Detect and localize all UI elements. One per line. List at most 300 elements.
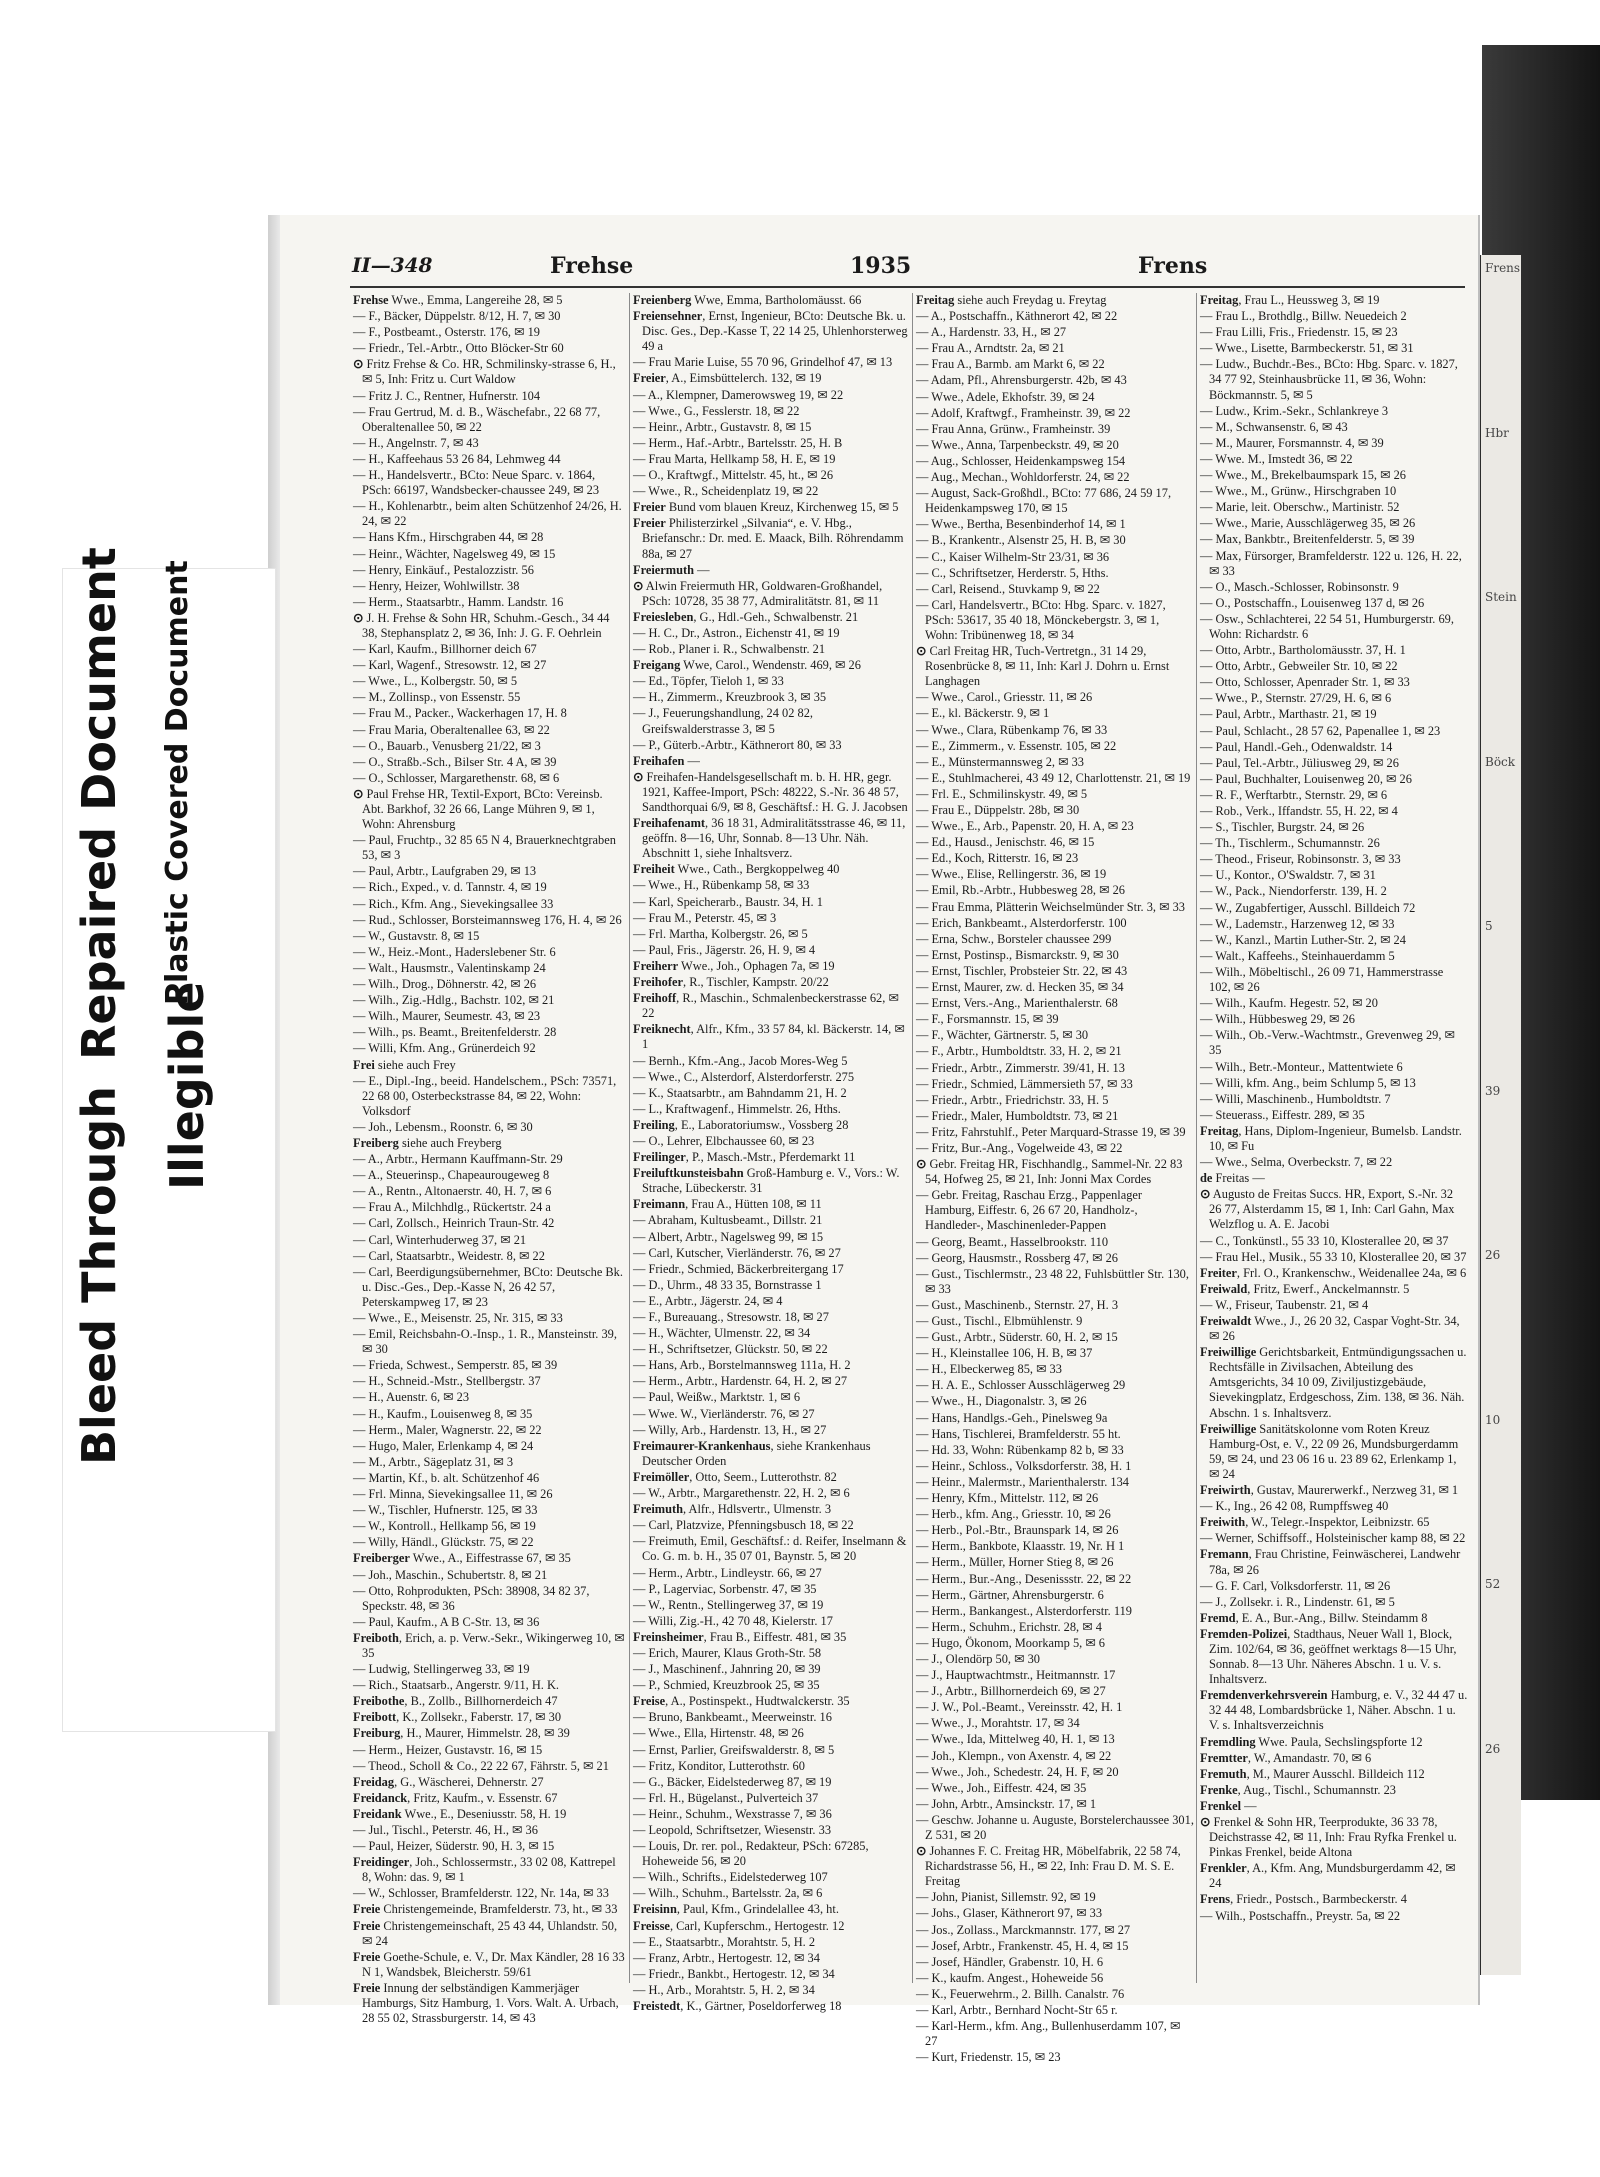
directory-entry: — P., Schmied, Kreuzbrook 25, ✉ 35	[633, 1678, 820, 1693]
directory-entry: — Marie, leit. Oberschw., Martinistr. 52	[1200, 500, 1400, 515]
directory-entry: — Wilh., Schrifts., Eidelstederweg 107	[633, 1870, 828, 1885]
directory-entry: — H., Angelnstr. 7, ✉ 43	[353, 435, 479, 450]
directory-entry: — Hugo, Maler, Erlenkamp 4, ✉ 24	[353, 1438, 534, 1453]
directory-entry: — Wilh., Drog., Döhnerstr. 42, ✉ 26	[353, 977, 537, 992]
directory-entry: — H., Kohlenarbtr., beim alten Schützenhof 24/26, H. 24, ✉ 22	[353, 499, 622, 529]
directory-entry: — Wwe., Bertha, Besenbinderhof 14, ✉ 1	[916, 517, 1126, 532]
directory-entry: — C., Tonkünstl., 55 33 10, Klosterallee 20, ✉ 37	[1200, 1233, 1449, 1248]
directory-entry: — J., Arbtr., Billhornerdeich 69, ✉ 27	[916, 1684, 1106, 1699]
directory-entry: — John, Pianist, Sillemstr. 92, ✉ 19	[916, 1890, 1096, 1905]
condition-label-bleed-through: Bleed Through	[72, 1085, 126, 1465]
directory-entry: — K., Ing., 26 42 08, Rumpffsweg 40	[1200, 1499, 1389, 1514]
directory-entry: — Wwe., C., Alsterdorf, Alsterdorferstr. 275	[633, 1069, 855, 1084]
directory-entry: — A., Hardenstr. 33, H., ✉ 27	[916, 325, 1067, 340]
directory-entry: — Carl, Reisend., Stuvkamp 9, ✉ 22	[916, 581, 1100, 596]
directory-entry: — K., Staatsarbtr., am Bahndamm 21, H. 2	[633, 1085, 847, 1100]
directory-entry: — Walt., Hausmstr., Valentinskamp 24	[353, 960, 546, 975]
directory-entry: — J., Hauptwachtmstr., Heitmannstr. 17	[916, 1668, 1116, 1683]
directory-entry: — Wwe., J., Morahtstr. 17, ✉ 34	[916, 1716, 1080, 1731]
directory-entry: — E., Stuhlmacherei, 43 49 12, Charlottenstr. 21, ✉ 19	[916, 770, 1191, 785]
directory-entry: — Fritz, Konditor, Lutterothstr. 60	[633, 1758, 805, 1773]
directory-entry: Freimann, Frau A., Hütten 108, ✉ 11	[633, 1197, 822, 1212]
directory-entry: — Rob., Planer i. R., Schwalbenstr. 21	[633, 642, 826, 657]
directory-entry: — S., Tischler, Burgstr. 24, ✉ 26	[1200, 820, 1365, 835]
directory-entry: — Wilh., Ob.-Verw.-Wachtmstr., Grevenweg 29, ✉ 35	[1200, 1028, 1455, 1058]
directory-entry: — Paul, Heizer, Süderstr. 90, H. 3, ✉ 15	[353, 1839, 555, 1854]
directory-entry: — Wilh., ps. Beamt., Breitenfelderstr. 28	[353, 1025, 557, 1040]
directory-entry: — Wwe., H., Diagonalstr. 3, ✉ 26	[916, 1394, 1087, 1409]
directory-entry: — Rich., Staatsarb., Angerstr. 9/11, H. K.	[353, 1678, 560, 1693]
directory-entry: ⊙ Paul Frehse HR, Textil-Export, BCto: Vereinsb. Abt. Barkhof, 32 26 66, Lange Mühren 9, ✉ 1, Wohn: Ahrensburg	[353, 786, 603, 832]
directory-entry: — Willi, Kfm. Ang., Grünerdeich 92	[353, 1041, 536, 1056]
directory-entry: ⊙ Augusto de Freitas Succs. HR, Export, S.-Nr. 32 26 77, Alsterdamm 15, ✉ 1, Inh: Carl Gahn, Max Welzflog u. A. E. Jacobi	[1200, 1187, 1455, 1232]
directory-entry: — J., Maschinenf., Jahnring 20, ✉ 39	[633, 1662, 821, 1677]
directory-entry: — Wwe., Carol., Griesstr. 11, ✉ 26	[916, 690, 1093, 705]
directory-entry: — W., Gustavstr. 8, ✉ 15	[353, 928, 480, 943]
directory-entry: — Gust., Arbtr., Süderstr. 60, H. 2, ✉ 15	[916, 1330, 1118, 1345]
directory-entry: Fremd, E. A., Bur.-Ang., Billw. Steindamm 8	[1200, 1610, 1428, 1625]
directory-entry: — Kurt, Friedenstr. 15, ✉ 23	[916, 2050, 1061, 2065]
directory-entry: — M., Arbtr., Sägeplatz 31, ✉ 3	[353, 1454, 514, 1469]
directory-entry: — Karl, Arbtr., Bernhard Nocht-Str 65 r.	[916, 2003, 1118, 2018]
directory-entry: — Louis, Dr. rer. pol., Redakteur, PSch: 67285, Hoheweide 56, ✉ 20	[633, 1839, 869, 1869]
directory-entry: Frenkler, A., Kfm. Ang, Mundsburgerdamm 42, ✉ 24	[1200, 1861, 1456, 1891]
directory-entry: — Willi, Zig.-H., 42 70 48, Kielerstr. 17	[633, 1613, 833, 1628]
directory-entry: — W., Schlosser, Bramfelderstr. 122, Nr. 14a, ✉ 33	[353, 1886, 609, 1901]
directory-entry: — Carl, Handelsvertr., BCto: Hbg. Sparc. v. 1827, PSch: 53617, 35 40 18, Mönckebergstr. 3, ✉ 1, Wohn: Tribünenweg 18, ✉ 34	[916, 597, 1166, 642]
directory-entry: — Ernst, Tischler, Probsteier Str. 22, ✉ 43	[916, 963, 1128, 978]
directory-entry: — P., Güterb.-Arbtr., Käthnerort 80, ✉ 33	[633, 737, 842, 752]
directory-entry: — Erna, Schw., Borsteler chaussee 299	[916, 931, 1112, 946]
directory-entry: — H., Auenstr. 6, ✉ 23	[353, 1390, 470, 1405]
directory-entry: — Heinr., Schloss., Volksdorferstr. 38, H. 1	[916, 1458, 1132, 1473]
directory-entry: — W., Pack., Niendorferstr. 139, H. 2	[1200, 884, 1387, 899]
directory-entry: — Henry, Kfm., Mittelstr. 112, ✉ 26	[916, 1491, 1099, 1506]
directory-entry: — Wwe. M., Imstedt 36, ✉ 22	[1200, 451, 1353, 466]
directory-entry: — O., Kraftwgf., Mittelstr. 45, ht., ✉ 26	[633, 468, 834, 483]
directory-entry: ⊙ Gebr. Freitag HR, Fischhandlg., Sammel-Nr. 22 83 54, Hofweg 25, ✉ 21, Inh: Jonni Max Cordes	[916, 1157, 1183, 1187]
directory-entry: Freiberger Wwe., A., Eiffestrasse 67, ✉ 35	[353, 1551, 571, 1566]
directory-entry: — Herm., Gärtner, Ahrensburgerstr. 6	[916, 1587, 1104, 1602]
directory-entry: ⊙ Alwin Freiermuth HR, Goldwaren-Großhandel, PSch: 10728, 35 38 77, Admiralitätstr. 81, ✉ 11	[633, 578, 883, 608]
directory-entry: — Karl-Herm., kfm. Ang., Bullenhuserdamm 107, ✉ 27	[916, 2019, 1181, 2049]
directory-entry: — H., Handelsvertr., BCto: Neue Sparc. v. 1864, PSch: 66197, Wandsbecker-chaussee 249, ✉ 23	[353, 468, 600, 498]
directory-entry: — Osw., Schlachterei, 22 54 51, Humburgerstr. 69, Wohn: Richardstr. 6	[1200, 611, 1454, 641]
directory-entry: — Rud., Schlosser, Borsteimannsweg 176, H. 4, ✉ 26	[353, 912, 622, 927]
directory-entry: — Hans Kfm., Hirschgraben 44, ✉ 28	[353, 530, 544, 545]
directory-entry: — Erich, Bankbeamt., Alsterdorferstr. 100	[916, 915, 1127, 930]
directory-entry: — Joh., Maschin., Schubertstr. 8, ✉ 21	[353, 1567, 548, 1582]
directory-entry: — Aug., Mechan., Wohldorferstr. 24, ✉ 22	[916, 470, 1130, 485]
condition-label-repaired-document: Repaired Document	[72, 547, 126, 1060]
directory-entry: — Frau Marie Luise, 55 70 96, Grindelhof 47, ✉ 13	[633, 355, 893, 370]
directory-entry: — Friedr., Arbtr., Friedrichstr. 33, H. 5	[916, 1092, 1109, 1107]
adjacent-page-fragment: 52	[1485, 1577, 1501, 1591]
directory-entry: — Carl, Zollsch., Heinrich Traun-Str. 42	[353, 1216, 555, 1231]
directory-entry: — Frau Maria, Oberaltenallee 63, ✉ 22	[353, 722, 550, 737]
directory-entry: — Herb., Pol.-Btr., Braunspark 14, ✉ 26	[916, 1523, 1119, 1538]
adjacent-page-fragment: Frens	[1485, 261, 1521, 275]
directory-entry: — H., Wächter, Ulmenstr. 22, ✉ 34	[633, 1326, 811, 1341]
adjacent-page-text	[1481, 255, 1521, 1756]
directory-entry: — Hugo, Ökonom, Moorkamp 5, ✉ 6	[916, 1635, 1106, 1650]
directory-entry: — Willy, Arb., Hardenstr. 13, H., ✉ 27	[633, 1422, 827, 1437]
directory-entry: — Fritz, Bur.-Ang., Vogelweide 43, ✉ 22	[916, 1140, 1123, 1155]
directory-column-3	[916, 293, 1194, 2065]
adjacent-page-fragment: 10	[1485, 1412, 1501, 1427]
directory-entry: — Paul, Tel.-Arbtr., Jüliusweg 29, ✉ 26	[1200, 755, 1399, 770]
directory-entry: — Paul, Fruchtp., 32 85 65 N 4, Brauerknechtgraben 53, ✉ 3	[353, 833, 616, 863]
directory-entry: — O., Bauarb., Venusberg 21/22, ✉ 3	[353, 738, 541, 753]
directory-entry: — Wilh., Zig.-Hdlg., Bachstr. 102, ✉ 21	[353, 993, 555, 1008]
directory-entry: Freiwald, Fritz, Ewerf., Anckelmannstr. 5	[1200, 1281, 1410, 1296]
directory-entry: — Gust., Tischl., Elbmühlenstr. 9	[916, 1314, 1083, 1328]
directory-entry: — Wilh., Maurer, Seumestr. 43, ✉ 23	[353, 1009, 541, 1024]
directory-entry: Freiwillige Gerichtsbarkeit, Entmündigungssachen u. Rechtsfälle in Zivilsachen, Abteilung des Amtsgerichts, 34 10 09, Ziviljustizgebäude, Sievekingplatz, Erdgeschoss, Zim. 138, ✉ 36. Näh. Abschn. 1 s. Inhaltsverz.	[1200, 1345, 1467, 1420]
directory-entry: — Herm., Müller, Horner Stieg 8, ✉ 26	[916, 1555, 1114, 1570]
directory-entry: — W., Zugabfertiger, Ausschl. Billdeich 72	[1200, 900, 1416, 915]
directory-entry: — Herm., Schuhm., Erichstr. 28, ✉ 4	[916, 1619, 1102, 1634]
directory-entry: — L., Kraftwagenf., Himmelstr. 26, Hths.	[633, 1101, 841, 1116]
directory-entry: — H., Kleinstallee 106, H. B, ✉ 37	[916, 1346, 1093, 1361]
column-divider	[1196, 293, 1197, 1983]
directory-entry: ⊙ Johannes F. C. Freitag HR, Möbelfabrik, 22 58 74, Richardstrasse 56, H., ✉ 22, Inh: Frau D. M. S. E. Freitag	[916, 1844, 1181, 1889]
directory-entry: — W., Tischler, Hufnerstr. 125, ✉ 33	[353, 1503, 538, 1518]
directory-entry: — O., Lehrer, Elbchaussee 60, ✉ 23	[633, 1133, 815, 1148]
directory-entry: — Frau Gertrud, M. d. B., Wäschefabr., 22 68 77, Oberaltenallee 50, ✉ 22	[353, 404, 601, 434]
directory-entry: — Wwe. W., Vierländerstr. 76, ✉ 27	[633, 1406, 815, 1421]
directory-entry: ⊙ Freihafen-Handelsgesellschaft m. b. H. HR, gegr. 1921, Kaffee-Import, PSch: 48222, S.-Nr. 36 48 57, Sandthorquai 6/9, ✉ 8, Geschäftsf.: H. G. J. Jacobsen	[633, 769, 908, 814]
directory-entry: — Werner, Schiffsoff., Holsteinischer kamp 88, ✉ 22	[1200, 1531, 1466, 1546]
directory-entry: — A., Klempner, Damerowsweg 19, ✉ 22	[633, 387, 844, 402]
directory-entry: Freiwaldt Wwe., J., 26 20 32, Caspar Voght-Str. 34, ✉ 26	[1200, 1314, 1460, 1344]
directory-entry: — H. C., Dr., Astron., Eichenstr 41, ✉ 19	[633, 625, 840, 640]
directory-entry: — Theod., Friseur, Robinsonstr. 3, ✉ 33	[1200, 852, 1401, 867]
directory-entry: Freisinn, Paul, Kfm., Grindelallee 43, ht.	[633, 1902, 839, 1917]
directory-entry: Freinsheimer, Frau B., Eiffestr. 481, ✉ 35	[633, 1629, 847, 1644]
directory-entry: — Henry, Heizer, Wohlwillstr. 38	[353, 578, 520, 593]
directory-column-4	[1200, 293, 1468, 1983]
directory-column-2	[633, 293, 909, 2014]
directory-entry: — Josef, Händler, Grabenstr. 10, H. 6	[916, 1954, 1104, 1969]
directory-entry: Freidinger, Joh., Schlossermstr., 33 02 08, Kattrepel 8, Wohn: das. 9, ✉ 1	[353, 1855, 616, 1885]
directory-entry: — Wilh., Betr.-Monteur., Mattentwiete 6	[1200, 1059, 1403, 1074]
directory-entry: Freiter, Frl. O., Krankenschw., Weidenallee 24a, ✉ 6	[1200, 1265, 1467, 1280]
directory-entry: — Wwe., Elise, Rellingerstr. 36, ✉ 19	[916, 867, 1107, 882]
directory-entry: Freisse, Carl, Kupferschm., Hertogestr. 12	[633, 1918, 845, 1933]
directory-entry: — Fritz, Fahrstuhlf., Peter Marquard-Strasse 19, ✉ 39	[916, 1124, 1186, 1139]
directory-entry: — Frau E., Düppelstr. 28b, ✉ 30	[916, 803, 1080, 817]
directory-entry: — Wwe., E., Meisenstr. 25, Nr. 315, ✉ 33	[353, 1311, 563, 1325]
directory-entry: — Herm., Bur.-Ang., Desenissstr. 22, ✉ 22	[916, 1571, 1132, 1586]
directory-entry: — Carl, Beerdigungsübernehmer, BCto: Deutsche Bk. u. Disc.-Ges., Dep.-Kasse N, 26 42 57, Peterskampweg 17, ✉ 23	[353, 1264, 623, 1309]
directory-entry: — Hd. 33, Wohn: Rübenkamp 82 b, ✉ 33	[916, 1442, 1124, 1457]
directory-entry: — Ludwig, Stellingerweg 33, ✉ 19	[353, 1662, 530, 1677]
directory-entry: — Wwe., Joh., Schedestr. 24, H. F, ✉ 20	[916, 1764, 1119, 1779]
directory-entry: — Adam, Pfl., Ahrensburgerstr. 42b, ✉ 43	[916, 373, 1127, 388]
condition-label-illegible: Illegible	[160, 981, 214, 1190]
directory-entry: — Geschw. Johanne u. Auguste, Borstelerchaussee 301, Z 531, ✉ 20	[916, 1812, 1194, 1842]
directory-entry: — Erich, Maurer, Klaus Groth-Str. 58	[633, 1645, 822, 1660]
directory-entry: Fremann, Frau Christine, Feinwäscherei, Landwehr 78a, ✉ 26	[1200, 1547, 1461, 1577]
directory-entry: Freimaurer-Krankenhaus, siehe Krankenhaus Deutscher Orden	[633, 1438, 871, 1468]
directory-entry: — E., kl. Bäckerstr. 9, ✉ 1	[916, 706, 1050, 721]
directory-entry: Freie Christengemeinschaft, 25 43 44, Uhlandstr. 50, ✉ 24	[353, 1918, 618, 1948]
directory-entry: — Emil, Rb.-Arbtr., Hubbesweg 28, ✉ 26	[916, 883, 1125, 898]
directory-entry: Freilinger, P., Masch.-Mstr., Pferdemarkt 11	[633, 1150, 856, 1165]
directory-entry: — W., Arbtr., Margarethenstr. 22, H. 2, ✉ 6	[633, 1486, 850, 1501]
directory-entry: — Frau L., Brothdlg., Billw. Neuedeich 2	[1200, 309, 1407, 324]
directory-entry: Frenke, Aug., Tischl., Schumannstr. 23	[1200, 1782, 1396, 1797]
directory-entry: — Jos., Zollass., Marckmannstr. 177, ✉ 27	[916, 1922, 1131, 1937]
directory-entry: — B., Krankentr., Alsenstr 25, H. B, ✉ 30	[916, 533, 1126, 548]
directory-entry: — F., Arbtr., Humboldtstr. 33, H. 2, ✉ 21	[916, 1044, 1122, 1059]
column-divider	[912, 293, 913, 1983]
directory-entry: Freienberg Wwe, Emma, Bartholomäusst. 66	[633, 293, 862, 307]
directory-entry: Freiburg, H., Maurer, Himmelstr. 28, ✉ 39	[353, 1726, 570, 1741]
directory-entry: — Ernst, Vers.-Ang., Marienthalerstr. 68	[916, 996, 1118, 1011]
directory-entry: — Martin, Kf., b. alt. Schützenhof 46	[353, 1470, 540, 1485]
directory-entry: Freiwith, W., Telegr.-Inspektor, Leibnizstr. 65	[1200, 1515, 1430, 1530]
directory-entry: — Otto, Arbtr., Bartholomäusstr. 37, H. 1	[1200, 643, 1406, 658]
directory-entry: — F., Postbeamt., Osterstr. 176, ✉ 19	[353, 325, 540, 340]
directory-entry: — Wwe., Clara, Rübenkamp 76, ✉ 33	[916, 722, 1108, 737]
directory-entry: — Max, Fürsorger, Bramfelderstr. 122 u. 126, H. 22, ✉ 33	[1200, 548, 1462, 578]
directory-entry: Freibott, K., Zollsekr., Faberstr. 17, ✉ 30	[353, 1710, 562, 1725]
directory-entry: Freiboth, Erich, a. p. Verw.-Sekr., Wikingerweg 10, ✉ 35	[353, 1630, 625, 1660]
directory-entry: de Freitas —	[1200, 1171, 1265, 1186]
directory-entry: — W., Heiz.-Mont., Haderslebener Str. 6	[353, 944, 556, 959]
directory-entry: — Freimuth, Emil, Geschäftsf.: d. Reifer, Inselmann & Co. G. m. b. H., 35 07 01, Baynstr. 5, ✉ 20	[633, 1534, 907, 1564]
directory-entry: — Wwe., R., Scheidenplatz 19, ✉ 22	[633, 484, 819, 499]
directory-entry: — Franz, Arbtr., Hertogestr. 12, ✉ 34	[633, 1950, 820, 1965]
directory-entry: — Rich., Exped., v. d. Tannstr. 4, ✉ 19	[353, 880, 547, 895]
directory-entry: Freigang Wwe, Carol., Wendenstr. 469, ✉ 26	[633, 658, 861, 673]
directory-entry: — Georg, Hausmstr., Rossberg 47, ✉ 26	[916, 1250, 1118, 1265]
directory-entry: — Ernst, Parlier, Greifswalderstr. 8, ✉ 5	[633, 1742, 835, 1757]
page-number: II—348	[352, 253, 433, 277]
directory-entry: — Heinr., Malermstr., Marienthalerstr. 134	[916, 1474, 1130, 1489]
directory-entry: — Carl, Winterhuderweg 37, ✉ 21	[353, 1232, 527, 1247]
directory-entry: — Wwe., Ida, Mittelweg 40, H. 1, ✉ 13	[916, 1732, 1115, 1747]
directory-entry: — O., Postschaffn., Louisenweg 137 d, ✉ 26	[1200, 595, 1425, 610]
directory-entry: — E., Zimmerm., v. Essenstr. 105, ✉ 22	[916, 738, 1117, 753]
directory-entry: — Frau A., Milchhdlg., Rückertstr. 24 a	[353, 1200, 551, 1215]
directory-entry: — G. F. Carl, Volksdorferstr. 11, ✉ 26	[1200, 1578, 1391, 1593]
directory-entry: Fremtter, W., Amandastr. 70, ✉ 6	[1200, 1750, 1372, 1765]
directory-entry: — Wwe., E., Arb., Papenstr. 20, H. A, ✉ 23	[916, 819, 1134, 834]
directory-entry: Freie Christengemeinde, Bramfelderstr. 73, ht., ✉ 33	[353, 1902, 618, 1917]
directory-entry: Freiwirth, Gustav, Maurerwerkf., Nerzweg 31, ✉ 1	[1200, 1483, 1459, 1498]
directory-entry: — Wwe., H., Rübenkamp 58, ✉ 33	[633, 878, 810, 893]
header-first-name: Frehse	[550, 253, 634, 279]
directory-entry: — Carl, Staatsarbtr., Weidestr. 8, ✉ 22	[353, 1248, 545, 1263]
directory-entry: — W., Friseur, Taubenstr. 21, ✉ 4	[1200, 1297, 1369, 1312]
directory-entry: — W., Lademstr., Harzenweg 12, ✉ 33	[1200, 916, 1395, 931]
adjacent-page-edge	[1478, 255, 1521, 1975]
directory-entry: Freiling, E., Laboratoriumsw., Vossberg 28	[633, 1117, 849, 1132]
directory-entry: — Frieda, Schwest., Semperstr. 85, ✉ 39	[353, 1358, 558, 1373]
directory-entry: — K., kaufm. Angest., Hoheweide 56	[916, 1970, 1104, 1985]
directory-entry: — Friedr., Arbtr., Zimmerstr. 39/41, H. 13	[916, 1060, 1125, 1075]
directory-entry: — Herm., Haf.-Arbtr., Bartelsstr. 25, H. B	[633, 435, 843, 450]
directory-entry: — Adolf, Kraftwgf., Framheinstr. 39, ✉ 22	[916, 405, 1131, 420]
directory-entry: — Ludw., Krim.-Sekr., Schlankreye 3	[1200, 403, 1389, 418]
directory-entry: — M., Zollinsp., von Essenstr. 55	[353, 690, 521, 705]
directory-entry: — Wwe., G., Fesslerstr. 18, ✉ 22	[633, 403, 800, 418]
directory-entry: — C., Schriftsetzer, Herderstr. 5, Hths.	[916, 565, 1109, 580]
directory-entry: — H., Schneid.-Mstr., Stellbergstr. 37	[353, 1374, 541, 1389]
directory-entry: — Rob., Verk., Iffandstr. 55, H. 22, ✉ 4	[1200, 804, 1398, 818]
directory-entry: Freiberg siehe auch Freyberg	[353, 1135, 502, 1150]
directory-entry: — J., Olendörp 50, ✉ 30	[916, 1651, 1040, 1666]
adjacent-page-fragment: Hbr	[1485, 425, 1509, 440]
directory-entry: — Paul, Buchhalter, Louisenweg 20, ✉ 26	[1200, 771, 1412, 786]
directory-entry: Freier Philisterzirkel „Silvania“, e. V. Hbg., Briefanschr.: Dr. med. E. Maack, Bilh. Röhrendamm 88a, ✉ 27	[633, 516, 904, 561]
directory-entry: — Frau A., Barmb. am Markt 6, ✉ 22	[916, 357, 1105, 372]
directory-entry: — Gebr. Freitag, Raschau Erzg., Pappenlager Hamburg, Eiffestr. 6, 26 67 20, Handholz-, Handleder-, Maschinenleder-Pappen	[916, 1188, 1143, 1233]
page-header	[300, 253, 1465, 285]
directory-entry: — A., Rentn., Altonaerstr. 40, H. 7, ✉ 6	[353, 1184, 552, 1199]
directory-entry: — Wilh., Postschaffn., Preystr. 5a, ✉ 22	[1200, 1908, 1401, 1923]
condition-label-plastic-covered: Plastic Covered Document	[160, 560, 195, 1005]
directory-entry: Freistedt, K., Gärtner, Poseldorferweg 18	[633, 1999, 842, 2014]
directory-entry: Freibothe, B., Zollb., Billhornerdeich 47	[353, 1694, 558, 1709]
directory-entry: — Frl. H., Bügelanst., Pulverteich 37	[633, 1790, 819, 1805]
directory-entry: Freidag, G., Wäscherei, Dehnerstr. 27	[353, 1774, 544, 1789]
directory-entry: — Wwe., Adele, Ekhofstr. 39, ✉ 24	[916, 389, 1095, 404]
directory-entry: — Willy, Händl., Glückstr. 75, ✉ 22	[353, 1535, 534, 1550]
directory-entry: — A., Arbtr., Hermann Kauffmann-Str. 29	[353, 1152, 563, 1167]
directory-entry: ⊙ Carl Freitag HR, Tuch-Vertretgn., 31 14 29, Rosenbrücke 8, ✉ 11, Inh: Karl J. Dohrn u. Ernst Langhagen	[916, 644, 1170, 689]
directory-entry: — Aug., Schlosser, Heidenkampsweg 154	[916, 453, 1126, 468]
directory-column-1	[353, 293, 625, 2026]
directory-entry: Freie Goethe-Schule, e. V., Dr. Max Kändler, 28 16 33 N 1, Wandsbek, Bleicherstr. 59/61	[353, 1949, 625, 1979]
directory-entry: — Otto, Arbtr., Gebweiler Str. 10, ✉ 22	[1200, 659, 1398, 674]
directory-entry: — Herm., Heizer, Gustavstr. 16, ✉ 15	[353, 1742, 543, 1757]
directory-entry: — Herb., kfm. Ang., Griesstr. 10, ✉ 26	[916, 1507, 1111, 1522]
directory-entry: — J., Zollsekr. i. R., Lindenstr. 61, ✉ 5	[1200, 1594, 1395, 1609]
directory-entry: — Frau Anna, Grünw., Framheinstr. 39	[916, 421, 1111, 436]
directory-entry: — Friedr., Bankbt., Hertogestr. 12, ✉ 34	[633, 1966, 835, 1981]
directory-entry: — Frau Marta, Hellkamp 58, H. E, ✉ 19	[633, 451, 836, 466]
directory-entry: — Heinr., Arbtr., Gustavstr. 8, ✉ 15	[633, 419, 812, 434]
directory-entry: — Ed., Töpfer, Tieloh 1, ✉ 33	[633, 674, 784, 689]
directory-entry: Freihafen —	[633, 753, 700, 768]
directory-entry: — Wwe., L., Kolbergstr. 50, ✉ 5	[353, 674, 518, 689]
directory-entry: — Wilh., Hübbesweg 29, ✉ 26	[1200, 1012, 1355, 1027]
directory-entry: — P., Lagerviac, Sorbenstr. 47, ✉ 35	[633, 1581, 817, 1596]
directory-entry: — D., Uhrm., 48 33 35, Bornstrasse 1	[633, 1277, 822, 1292]
directory-entry: Freise, A., Postinspekt., Hudtwalckerstr. 35	[633, 1694, 850, 1709]
directory-entry: — W., Kanzl., Martin Luther-Str. 2, ✉ 24	[1200, 932, 1406, 947]
directory-entry: — H., Kaufm., Louisenweg 8, ✉ 35	[353, 1406, 533, 1421]
directory-entry: Freier Bund vom blauen Kreuz, Kirchenweg 15, ✉ 5	[633, 500, 899, 515]
adjacent-page-fragment: 5	[1485, 919, 1493, 933]
directory-entry: ⊙ Frenkel & Sohn HR, Teerprodukte, 36 33 78, Deichstrasse 42, ✉ 11, Inh: Frau Ryfka Frenkel u. Pinkas Frenkel, beide Altona	[1200, 1815, 1457, 1860]
directory-entry: — Frau A., Arndtstr. 2a, ✉ 21	[916, 341, 1065, 356]
directory-entry: ⊙ J. H. Frehse & Sohn HR, Schuhm.-Gesch., 34 44 38, Stephansplatz 2, ✉ 36, Inh: J. G. F. Oehrlein	[353, 610, 610, 640]
directory-entry: — H., Kaffeehaus 53 26 84, Lehmweg 44	[353, 451, 561, 466]
directory-entry: — Frl. Martha, Kolbergstr. 26, ✉ 5	[633, 926, 808, 941]
directory-entry: — Wwe., Joh., Eiffestr. 424, ✉ 35	[916, 1780, 1087, 1795]
directory-entry: Freihofer, R., Tischler, Kampstr. 20/22	[633, 975, 829, 990]
directory-entry: — U., Kontor., O'Swaldstr. 7, ✉ 31	[1200, 868, 1376, 883]
directory-entry: — O., Straßb.-Sch., Bilser Str. 4 A, ✉ 39	[353, 754, 557, 769]
directory-entry: — Georg, Beamt., Hasselbrookstr. 110	[916, 1234, 1109, 1249]
directory-entry: — Heinr., Schuhm., Wexstrasse 7, ✉ 36	[633, 1806, 832, 1821]
directory-entry: — Emil, Reichsbahn-O.-Insp., 1. R., Mansteinstr. 39, ✉ 30	[353, 1327, 617, 1357]
directory-entry: — Paul, Fris., Jägerstr. 26, H. 9, ✉ 4	[633, 942, 816, 957]
directory-entry: — Ludw., Buchdr.-Bes., BCto: Hbg. Sparc. v. 1827, 34 77 92, Steinhausbrücke 11, ✉ 36, Wohn: Böckmannstr. 5, ✉ 5	[1200, 357, 1458, 402]
directory-entry: — Friedr., Tel.-Arbtr., Otto Blöcker-Str 60	[353, 341, 564, 356]
directory-entry: — Leopold, Schriftsetzer, Wiesenstr. 33	[633, 1823, 832, 1837]
adjacent-page-fragment: 26	[1485, 1248, 1501, 1262]
directory-entry: Frehse Wwe., Emma, Langereihe 28, ✉ 5	[353, 293, 563, 307]
header-last-name: Frens	[1138, 253, 1208, 279]
directory-entry: Freiheit Wwe., Cath., Bergkoppelweg 40	[633, 862, 840, 877]
directory-entry: — O., Masch.-Schlosser, Robinsonstr. 9	[1200, 579, 1399, 594]
header-year: 1935	[850, 253, 912, 279]
directory-entry: — Johs., Glaser, Käthnerort 97, ✉ 33	[916, 1906, 1103, 1921]
directory-entry: — Herm., Staatsarbtr., Hamm. Landstr. 16	[353, 594, 564, 609]
directory-entry: Freimöller, Otto, Seem., Lutterothstr. 82	[633, 1469, 837, 1484]
adjacent-page-fragment: Böck	[1485, 754, 1516, 769]
adjacent-page-fragment: 39	[1485, 1083, 1501, 1098]
directory-entry: — W., Rentn., Stellingerweg 37, ✉ 19	[633, 1597, 824, 1612]
directory-entry: Frenkel —	[1200, 1798, 1257, 1813]
directory-entry: — H., Elbeckerweg 85, ✉ 33	[916, 1362, 1062, 1377]
directory-entry: — Willi, kfm. Ang., beim Schlump 5, ✉ 13	[1200, 1075, 1416, 1090]
directory-entry: — F., Bäcker, Düppelstr. 8/12, H. 7, ✉ 30	[353, 309, 561, 324]
directory-entry: Freie Innung der selbständigen Kammerjäger Hamburgs, Sitz Hamburg, 1. Vors. Walt. A. Urbach, 28 55 02, Strassburgerstr. 14, ✉ 43	[353, 1980, 619, 2026]
directory-entry: — Bruno, Bankbeamt., Meerweinstr. 16	[633, 1710, 832, 1725]
directory-entry: — Herm., Arbtr., Lindleystr. 66, ✉ 27	[633, 1565, 822, 1580]
directory-entry: — O., Schlosser, Margarethenstr. 68, ✉ 6	[353, 770, 560, 785]
directory-entry: — Hans, Handlgs.-Geh., Pinelsweg 9a	[916, 1410, 1108, 1425]
directory-entry: Freihafenamt, 36 18 31, Admiralitätsstrasse 46, ✉ 11, geöffn. 8—16, Uhr, Sonnab. 8—13 Uhr. Näh. Abschnitt 1, siehe Inhaltsverz.	[633, 816, 906, 861]
directory-entry: — Wilh., Schuhm., Bartelsstr. 2a, ✉ 6	[633, 1886, 823, 1901]
directory-entry: — Paul, Weißw., Marktstr. 1, ✉ 6	[633, 1390, 801, 1405]
directory-entry: Freitag siehe auch Freydag u. Freytag	[916, 293, 1107, 307]
directory-entry: — Friedr., Schmied, Lämmersieth 57, ✉ 33	[916, 1076, 1133, 1091]
directory-entry: — E., Dipl.-Ing., beeid. Handelschem., PSch: 73571, 22 68 00, Osterbeckstrasse 84, ✉ 22, Wohn: Volksdorf	[353, 1073, 617, 1118]
directory-entry: — H. A. E., Schlosser Ausschlägerweg 29	[916, 1378, 1126, 1393]
directory-entry: — H., Zimmerm., Kreuzbrook 3, ✉ 35	[633, 690, 827, 705]
directory-entry: — Paul, Arbtr., Laufgraben 29, ✉ 13	[353, 864, 537, 879]
directory-entry: — A., Postschaffn., Käthnerort 42, ✉ 22	[916, 309, 1118, 324]
directory-entry: — Theod., Scholl & Co., 22 22 67, Fährstr. 5, ✉ 21	[353, 1758, 609, 1773]
directory-entry: — Frl. E., Schmilinskystr. 49, ✉ 5	[916, 786, 1088, 801]
directory-entry: — Abraham, Kultusbeamt., Dillstr. 21	[633, 1213, 823, 1228]
directory-entry: — Wilh., Möbeltischl., 26 09 71, Hammerstrasse 102, ✉ 26	[1200, 964, 1444, 995]
directory-entry: Frens, Friedr., Postsch., Barmbeckerstr. 4	[1200, 1892, 1407, 1907]
directory-entry: — Herm., Bankbote, Klaasstr. 19, Nr. H 1	[916, 1539, 1125, 1554]
directory-entry: — August, Sack-Großhdl., BCto: 77 686, 24 59 17, Heidenkampsweg 170, ✉ 15	[916, 486, 1172, 516]
directory-entry: — Wwe., M., Brekelbaumspark 15, ✉ 26	[1200, 468, 1406, 483]
directory-entry: — Otto, Schlosser, Apenrader Str. 1, ✉ 33	[1200, 675, 1410, 690]
directory-entry: — Frau Lilli, Fris., Friedenstr. 15, ✉ 23	[1200, 325, 1398, 340]
directory-entry: Freiesleben, G., Hdl.-Geh., Schwalbenstr. 21	[633, 609, 859, 624]
directory-entry: — Josef, Arbtr., Frankenstr. 45, H. 4, ✉ 15	[916, 1938, 1129, 1953]
directory-entry: — Gust., Tischlermstr., 23 48 22, Fuhlsbüttler Str. 130, ✉ 33	[916, 1266, 1189, 1296]
directory-entry: — R. F., Werftarbtr., Sternstr. 29, ✉ 6	[1200, 787, 1388, 802]
directory-entry: — Frau M., Packer., Wackerhagen 17, H. 8	[353, 706, 567, 721]
directory-entry: — Karl, Kaufm., Billhorner deich 67	[353, 642, 537, 657]
directory-entry: — Ed., Koch, Ritterstr. 16, ✉ 23	[916, 851, 1079, 866]
directory-entry: — Walt., Kaffeehs., Steinhauerdamm 5	[1200, 948, 1395, 963]
directory-entry: — Friedr., Schmied, Bäckerbreitergang 17	[633, 1261, 844, 1276]
